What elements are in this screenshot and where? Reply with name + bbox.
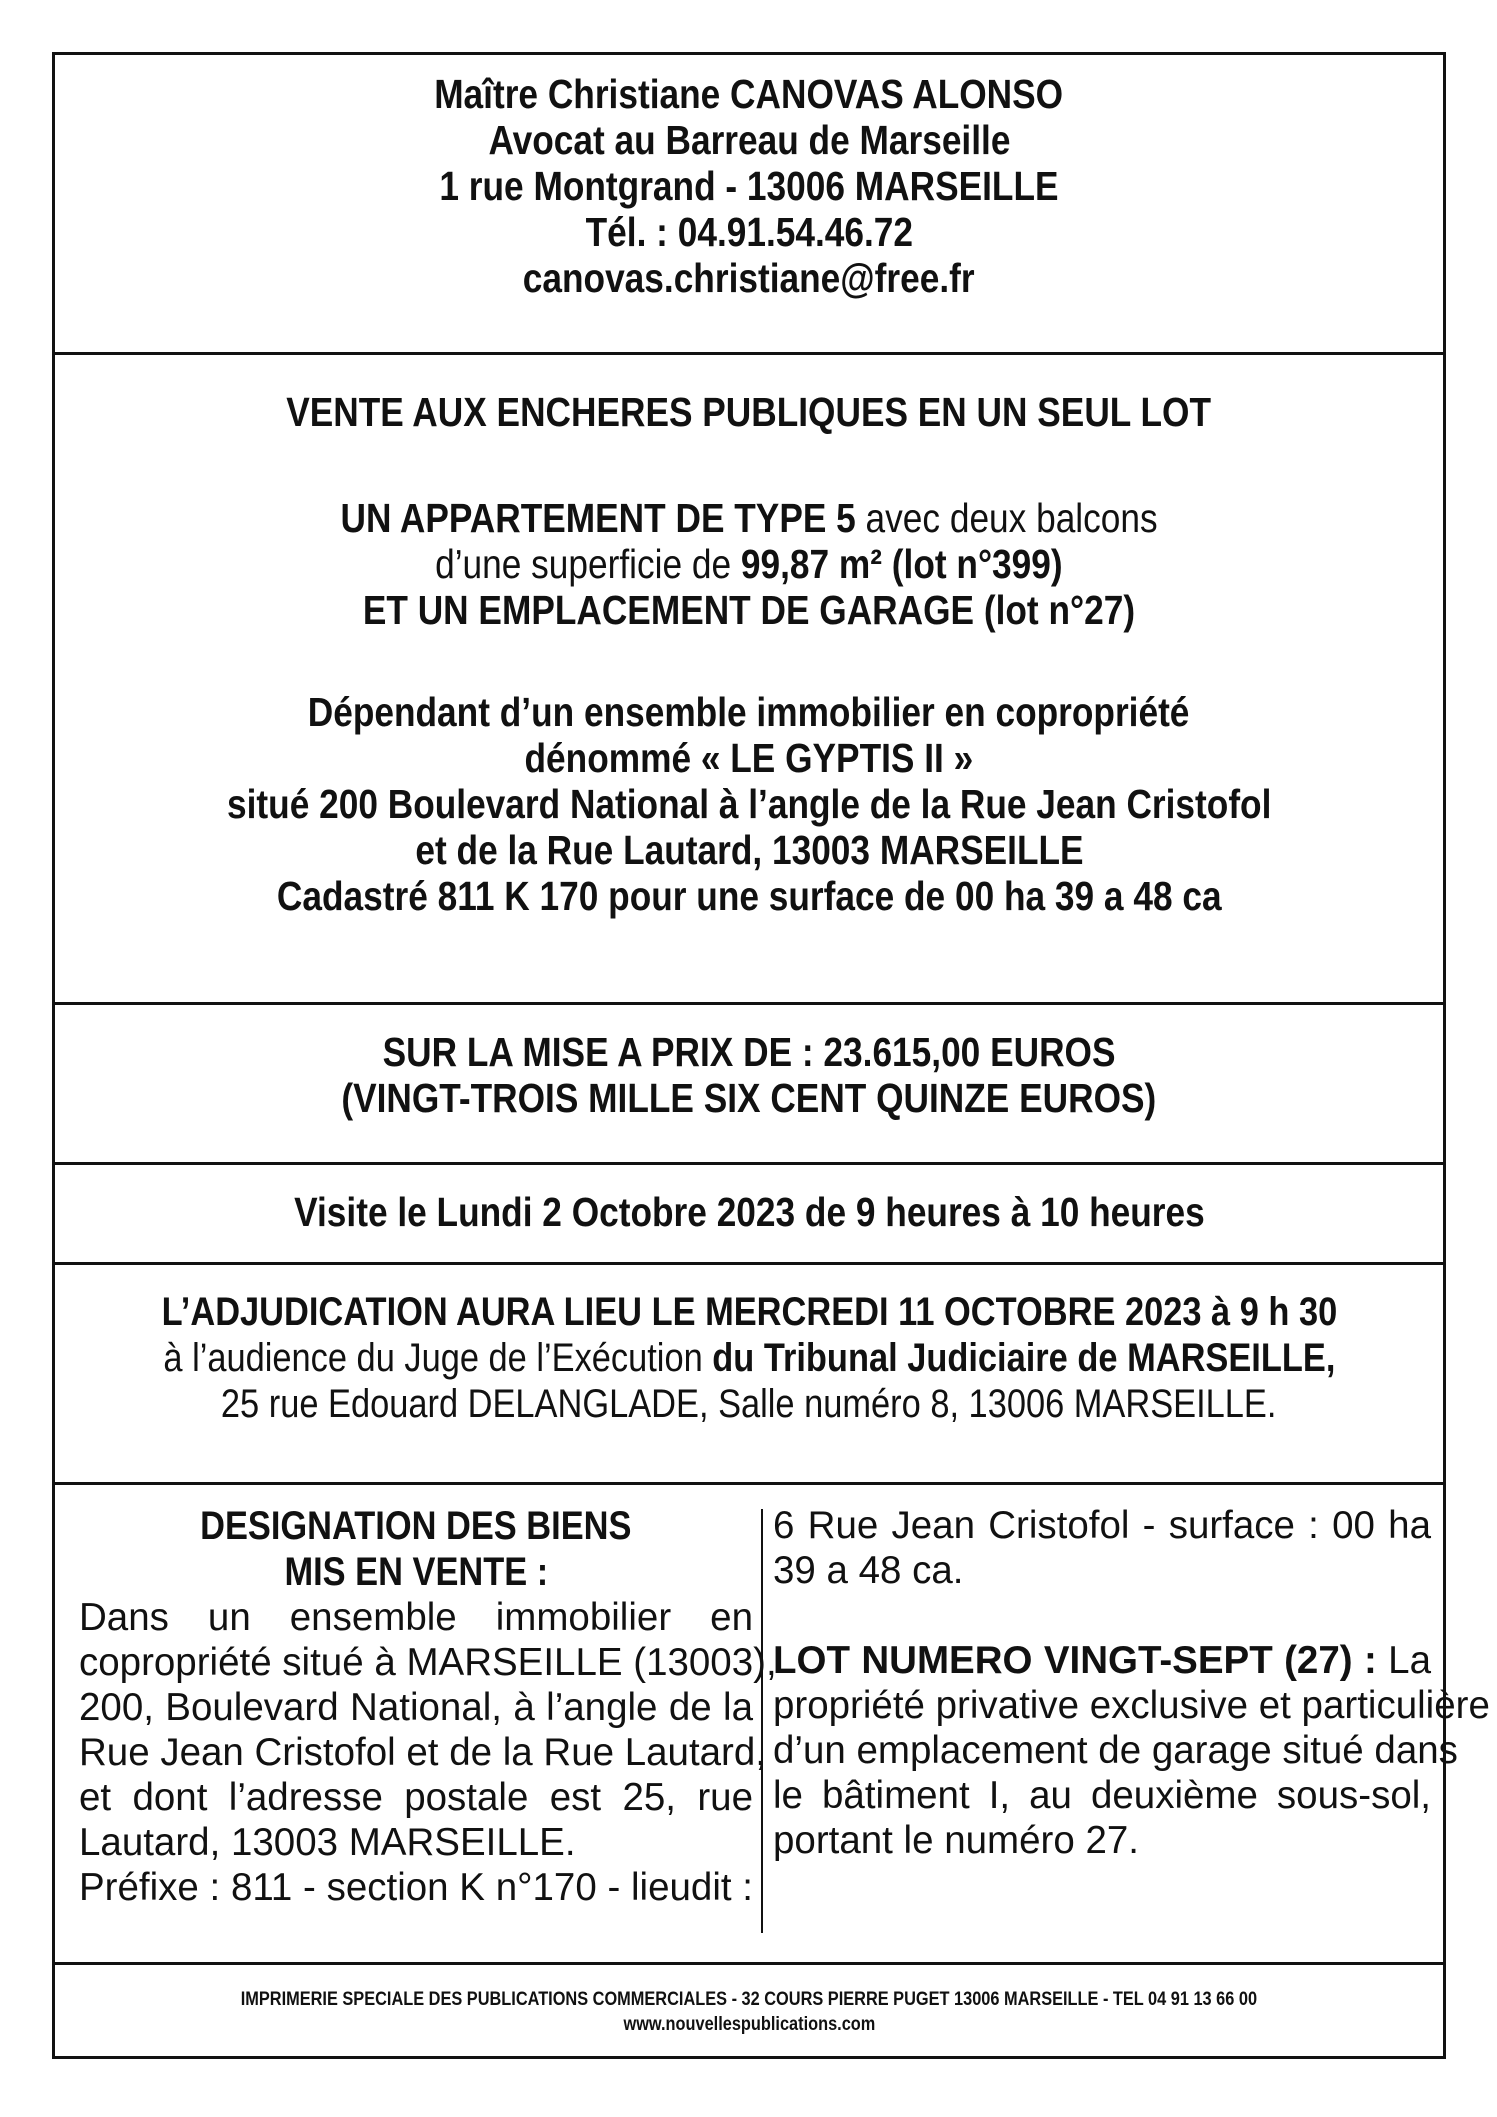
visit-date: Visite le Lundi 2 Octobre 2023 de 9 heures à 10 heures (293, 1189, 1205, 1235)
designation-subtitle: MIS EN VENTE : (284, 1550, 548, 1594)
designation-text-line: copropriété situé à MARSEILLE (13003), (79, 1641, 777, 1684)
designation-text-line: Dans un ensemble immobilier en (79, 1596, 753, 1639)
lot-title: LOT NUMERO VINGT-SEPT (27) : (773, 1639, 1377, 1682)
sale-section (55, 355, 1443, 1005)
designation-title: DESIGNATION DES BIENS (200, 1504, 632, 1548)
lot-text-line: portant le numéro 27. (773, 1819, 1139, 1862)
garage-line: ET UN EMPLACEMENT DE GARAGE (lot n°27) (362, 587, 1136, 633)
adjudication-date: L’ADJUDICATION AURA LIEU LE MERCREDI 11 OCTOBRE 2023 à 9 h 30 (161, 1290, 1337, 1334)
designation-text-line: et dont l’adresse postale est 25, rue (79, 1776, 753, 1819)
printer-info: IMPRIMERIE SPECIALE DES PUBLICATIONS COMMERCIALES - 32 COURS PIERRE PUGET 13006 MARSEILLE - TEL 04 91 13 66 00 (240, 1989, 1258, 2010)
location-line: situé 200 Boulevard National à l’angle de la Rue Jean Cristofol (226, 781, 1272, 827)
lot-text-line: propriété privative exclusive et particulière (773, 1684, 1490, 1727)
court-hearing: à l’audience du Juge de l’Exécution (162, 1336, 712, 1380)
location-line: dénommé « LE GYPTIS II » (524, 735, 974, 781)
designation-text-line: Rue Jean Cristofol et de la Rue Lautard, (79, 1731, 766, 1774)
location-line: Cadastré 811 K 170 pour une surface de 00 ha 39 a 48 ca (276, 873, 1222, 919)
court-address: 25 rue Edouard DELANGLADE, Salle numéro 8, 13006 MARSEILLE. (221, 1382, 1277, 1426)
designation-text-line: 200, Boulevard National, à l’angle de la (79, 1686, 753, 1729)
adjudication-section (55, 1265, 1443, 1485)
lawyer-phone: Tél. : 04.91.54.46.72 (585, 209, 913, 255)
designation-text-line: Préfixe : 811 - section K n°170 - lieudit : (79, 1866, 753, 1909)
printer-footer (55, 1965, 1443, 2062)
designation-text-line: 6 Rue Jean Cristofol - surface : 00 ha (773, 1504, 1431, 1547)
lawyer-email: canovas.christiane@free.fr (523, 255, 975, 301)
court-name: du Tribunal Judiciaire de MARSEILLE, (711, 1336, 1335, 1380)
starting-price-words: (VINGT-TROIS MILLE SIX CENT QUINZE EUROS) (341, 1075, 1157, 1121)
surface-prefix: d’une superficie de (435, 541, 742, 587)
surface-value: 99,87 m² (lot n°399) (741, 541, 1063, 587)
designation-left-column (79, 1485, 777, 1962)
lawyer-title: Avocat au Barreau de Marseille (488, 117, 1010, 163)
designation-section (55, 1485, 1490, 1965)
lawyer-header (55, 55, 1443, 355)
sale-heading: VENTE AUX ENCHERES PUBLIQUES EN UN SEUL LOT (286, 389, 1212, 435)
column-divider (761, 1509, 763, 1933)
starting-price: SUR LA MISE A PRIX DE : 23.615,00 EUROS (382, 1029, 1116, 1075)
legal-notice-frame (52, 52, 1490, 2059)
lot-text-line: le bâtiment I, au deuxième sous-sol, (773, 1774, 1431, 1817)
location-line: et de la Rue Lautard, 13003 MARSEILLE (414, 827, 1084, 873)
visit-section (55, 1165, 1443, 1265)
printer-website: www.nouvellespublications.com (623, 2014, 875, 2035)
property-extra: avec deux balcons (855, 495, 1158, 541)
designation-text-line: 39 a 48 ca. (773, 1549, 964, 1592)
lawyer-address: 1 rue Montgrand - 13006 MARSEILLE (439, 163, 1059, 209)
lot-text-start: La (1376, 1639, 1431, 1682)
lawyer-name: Maître Christiane CANOVAS ALONSO (434, 71, 1064, 117)
property-type: UN APPARTEMENT DE TYPE 5 (340, 495, 856, 541)
location-line: Dépendant d’un ensemble immobilier en copropriété (308, 689, 1190, 735)
designation-right-column (773, 1485, 1490, 1962)
lot-text-line: d’un emplacement de garage situé dans (773, 1729, 1458, 1772)
designation-text-line: Lautard, 13003 MARSEILLE. (79, 1821, 576, 1864)
price-section (55, 1005, 1443, 1165)
